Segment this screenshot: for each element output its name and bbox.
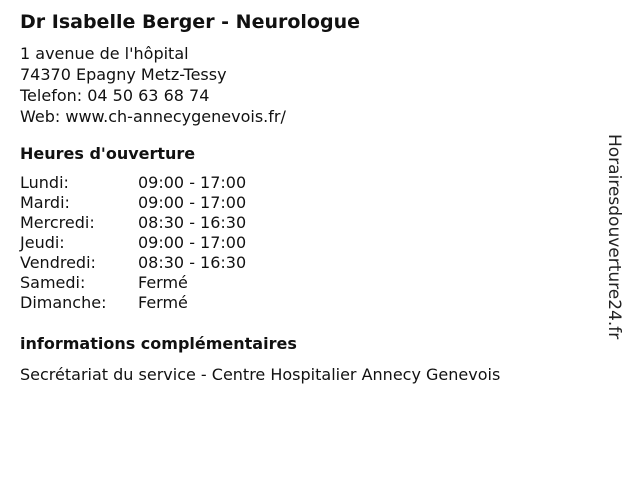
opening-hours-heading: Heures d'ouverture bbox=[20, 144, 196, 163]
additional-info-heading: informations complémentaires bbox=[20, 334, 297, 353]
hours-row-saturday bbox=[20, 273, 320, 293]
time-value: 09:00 - 17:00 bbox=[138, 233, 247, 252]
day-label: Vendredi: bbox=[20, 253, 96, 272]
time-value: 09:00 - 17:00 bbox=[138, 173, 247, 192]
street-address: 1 avenue de l'hôpital bbox=[20, 44, 189, 63]
postal-city: 74370 Epagny Metz-Tessy bbox=[20, 65, 227, 84]
day-label: Mercredi: bbox=[20, 213, 95, 232]
site-watermark: Horairesdouverture24.fr bbox=[604, 134, 624, 340]
time-value: 08:30 - 16:30 bbox=[138, 213, 247, 232]
hours-row-sunday bbox=[20, 293, 320, 313]
time-value: 09:00 - 17:00 bbox=[138, 193, 247, 212]
hours-row-monday bbox=[20, 173, 320, 193]
address-block bbox=[20, 43, 286, 127]
day-label: Mardi: bbox=[20, 193, 70, 212]
hours-row-wednesday bbox=[20, 213, 320, 233]
page-title: Dr Isabelle Berger - Neurologue bbox=[20, 11, 360, 33]
additional-info-text: Secrétariat du service - Centre Hospitalier Annecy Genevois bbox=[20, 365, 501, 384]
time-value: Fermé bbox=[138, 293, 188, 312]
website-link[interactable]: Web: www.ch-annecygenevois.fr/ bbox=[20, 107, 286, 126]
hours-row-thursday bbox=[20, 233, 320, 253]
day-label: Samedi: bbox=[20, 273, 86, 292]
day-label: Lundi: bbox=[20, 173, 69, 192]
time-value: 08:30 - 16:30 bbox=[138, 253, 247, 272]
opening-hours-table bbox=[20, 173, 320, 313]
day-label: Dimanche: bbox=[20, 293, 107, 312]
hours-row-tuesday bbox=[20, 193, 320, 213]
day-label: Jeudi: bbox=[20, 233, 65, 252]
time-value: Fermé bbox=[138, 273, 188, 292]
phone-number: Telefon: 04 50 63 68 74 bbox=[20, 86, 210, 105]
hours-row-friday bbox=[20, 253, 320, 273]
